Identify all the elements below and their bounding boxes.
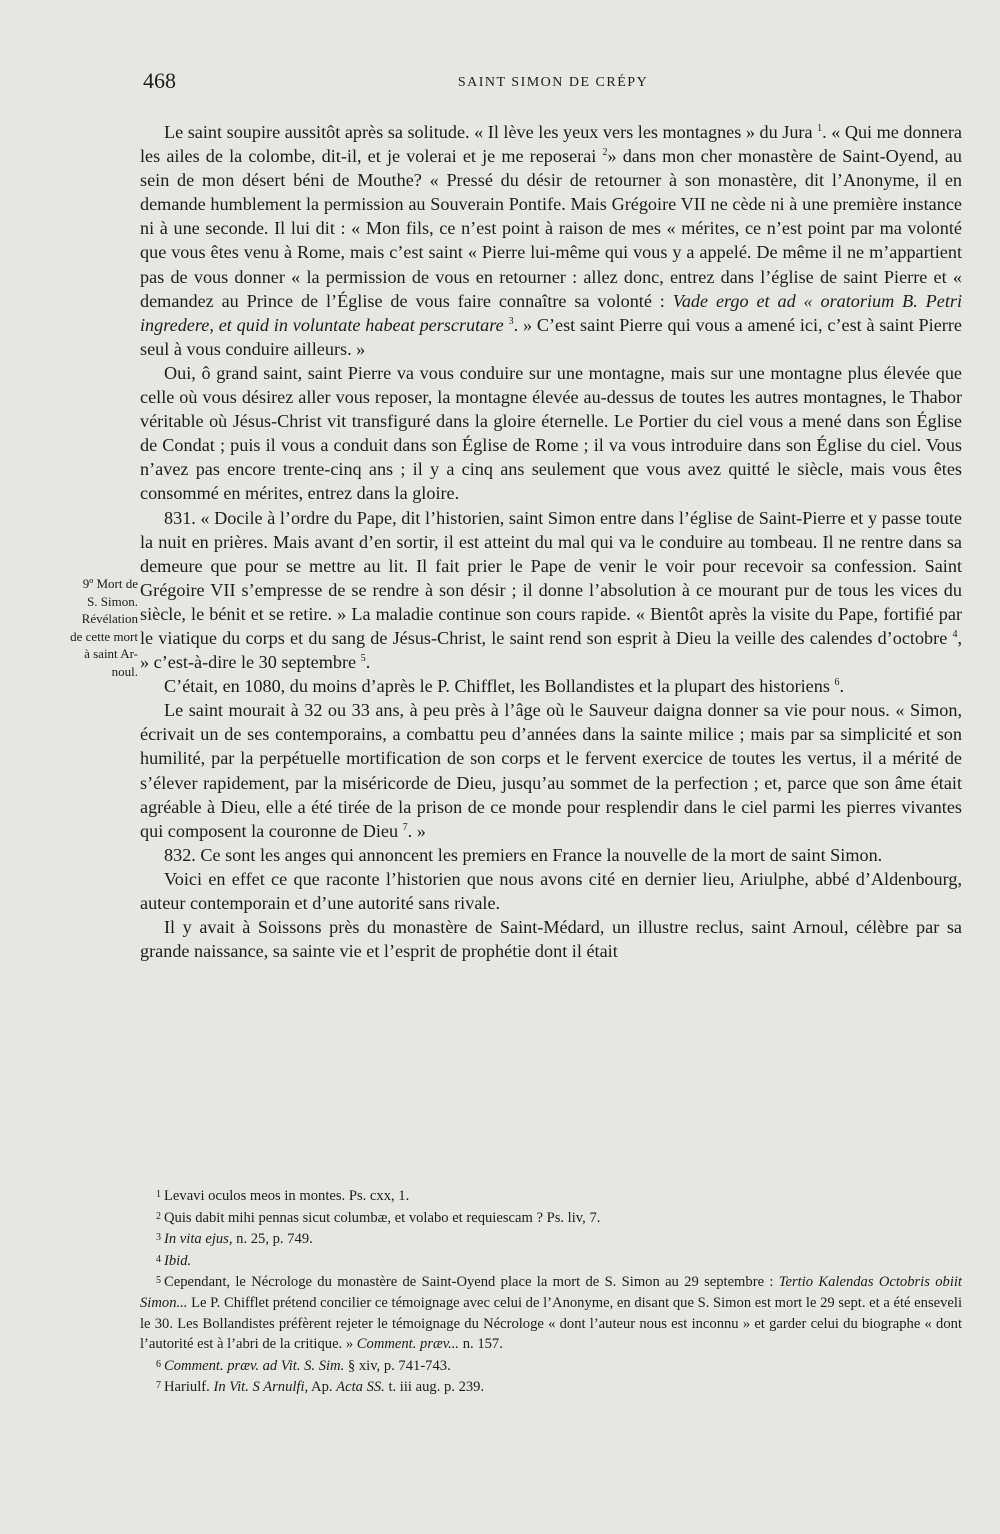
footnote-ref: 6 [834, 677, 840, 689]
text-run: » dans mon cher monastère de Saint-Oyend, au sein de mon désert béni de Mouthe? « Pressé du désir de retourner à son monastère, dit l’Anonyme, il en demande humblement la permission au Souverain Pontife. Mais Grégoire VII ne cède ni à une première instance ni à une seconde. Il lui dit : « Mon fils, ce n’est point à raison de mes « mérites, ce n’est point par ma volonté que vous êtes venu à Rome, mais c’est saint « Pierre lui-même qui vous y a appelé. De même il ne m’appartient pas de vous donner « la permission de vous en retourner : allez donc, entrez dans l’église de saint Pierre et « demandez au Prince de l’Église de vous faire connaître sa volonté : [140, 146, 962, 311]
text-run: Le saint mourait à 32 ou 33 ans, à peu près à l’âge où le Sauveur daigna donner sa vie pour nous. « Simon, écrivait un de ses contemporains, a combattu peu d’années dans la sainte milice ; mais par sa simplicité et son humilité, par la perpétuelle mortification de son corps et le fervent exercice de toutes les vertus, il a mérité de s’élever rapidement, par la miséricorde de Dieu, jusqu’au sommet de la perfection ; et, parce que son âme était agréable à Dieu, elle a été tirée de la prison de ce monde pour resplendir dans le ciel parmi les pierres vivantes qui composent la couronne de Dieu [140, 700, 962, 841]
paragraph: Oui, ô grand saint, saint Pierre va vous conduire sur une montagne, mais sur une montagne plus élevée que celle où vous désirez aller vous reposer, la montagne élevée au-dessus de toutes les autres montagnes, le Thabor véritable où Jésus-Christ vit transfiguré dans la gloire éternelle. Le Portier du ciel vous a mené dans son Église de Condat ; puis il vous a conduit dans son Église de Rome ; il va vous introduire dans son Église du ciel. Vous n’avez pas encore trente-cinq ans ; il y a cinq ans seulement que vous avez quitté le siècle, mais vous êtes consommé en mérites, entrez dans la gloire. [140, 362, 962, 504]
footnote-italic: In Vit. S Arnulfi, [213, 1379, 309, 1396]
footnote-number: 1 [156, 1189, 161, 1200]
paragraph [140, 674, 962, 698]
margin-note-line: Révélation [81, 611, 138, 626]
footnote-text: Quis dabit mihi pennas sicut columbæ, et volabo et requiescam ? Ps. liv, 7. [164, 1209, 601, 1226]
footnote-italic: Comment. præv. ad Vit. S. Sim. [164, 1357, 345, 1374]
footnote-text: n. 157. [459, 1336, 503, 1353]
text-run: Le saint soupire aussitôt après sa solitude. « Il lève les yeux vers les montagnes » du Jura [164, 122, 818, 142]
text-run: , » c’est-à-dire le 30 septembre [140, 627, 962, 673]
text-run: . [839, 676, 845, 697]
margin-note-line: noul. [111, 663, 138, 679]
running-title: SAINT SIMON DE CRÉPY [457, 75, 649, 90]
footnote-ref: 5 [360, 653, 366, 664]
footnote-text: Le P. Chifflet prétend concilier ce témoignage avec celui de l’Anonyme, en disant que S. Simon est mort le 29 sept. et a été enseveli le 30. Les Bollandistes préfèrent rejeter le témoignage du Nécrologe « dont l’auteur nous est inconnu » et garder celui du biographe « dont l’autorité est à l’abri de la critique. » [140, 1294, 962, 1353]
footnote [140, 1376, 962, 1398]
footnotes [140, 1185, 962, 1398]
footnote-ref: 2 [602, 147, 608, 159]
footnote-text: § xiv, p. 741-743. [344, 1357, 451, 1374]
text-run: . » C’est saint Pierre qui vous a amené ici, c’est à saint Pierre seul à vous conduire ailleurs. » [140, 314, 962, 359]
footnote-text: Cependant, le Nécrologe du monastère de Saint-Oyend place la mort de S. Simon au 29 septembre : [164, 1274, 779, 1291]
footnote-ref: 4 [952, 628, 958, 640]
text-run: . [365, 652, 371, 673]
paragraph: Il y avait à Soissons près du monastère de Saint-Médard, un illustre reclus, saint Arnoul, célèbre par sa grande naissance, sa sainte vie et l’esprit de prophétie dont il était [140, 917, 962, 962]
footnote-number: 7 [156, 1380, 161, 1392]
footnote [140, 1228, 962, 1250]
footnote-text: Levavi oculos meos in montes. Ps. cxx, 1. [164, 1188, 410, 1204]
margin-note-line: S. Simon. [87, 593, 138, 609]
text-run: C’était, en 1080, du moins d’après le P. Chifflet, les Bollandistes et la plupart des historiens [164, 676, 835, 697]
footnote-number: 6 [156, 1358, 161, 1370]
body-text [140, 120, 962, 963]
margin-note-line: à saint Ar- [84, 646, 138, 661]
footnote-text: Ap. [308, 1379, 337, 1396]
paragraph: Voici en effet ce que raconte l’historien que nous avons cité en dernier lieu, Ariulphe, abbé d’Aldenbourg, auteur contemporain et d’une autorité sans rivale. [140, 868, 962, 913]
text-run: 831. « Docile à l’ordre du Pape, dit l’historien, saint Simon entre dans l’église de Saint-Pierre et y passe toute la nuit en prières. Mais avant d’en sortir, il est atteint du mal qui va le conduire au tombeau. Il ne rentre dans sa demeure que pour se mettre au lit. Il fait prier le Pape de venir le voir pour recevoir sa confession. Saint Grégoire VII s’empresse de se rendre à son désir ; il donne l’absolution à ce mourant pur de tous les vices du siècle, le bénit et se retire. » La maladie continue son cours rapide. « Bientôt après la visite du Pape, fortifié par le viatique du corps et du sang de Jésus-Christ, le saint rend son esprit à Dieu la veille des calendes d’octobre [140, 507, 962, 648]
footnote-italic: Comment. præv... [356, 1336, 460, 1353]
footnote [140, 1250, 962, 1272]
footnote-ref: 7 [402, 821, 408, 833]
footnote-text: Hariulf. [164, 1379, 214, 1396]
margin-note [30, 575, 138, 680]
page-header [143, 68, 963, 98]
paragraph [140, 698, 962, 843]
footnote [140, 1271, 962, 1354]
paragraph: 832. Ce sont les anges qui annoncent les premiers en France la nouvelle de la mort de saint Simon. [164, 844, 883, 865]
footnote-number: 5 [156, 1275, 161, 1287]
footnote-number: 2 [156, 1210, 161, 1222]
footnote [140, 1355, 962, 1377]
text-run: . « Qui me donnera les ailes de la colombe, dit-il, et je volerai et je me reposerai [140, 122, 962, 167]
footnote-italic: Tertio Kalendas Octobris obiit Simon... [140, 1274, 962, 1311]
footnote-text: t. iii aug. p. 239. [384, 1379, 485, 1396]
page-number: 468 [143, 68, 176, 93]
footnote-number: 3 [156, 1232, 161, 1244]
footnote-ref: 3 [508, 315, 514, 327]
margin-note-line: 9º Mort de [82, 576, 138, 591]
margin-note-line: de cette mort [70, 628, 138, 644]
latin-quote: Vade ergo et ad « oratorium B. Petri ingredere, et quid in voluntate habeat perscrutare [140, 290, 963, 335]
footnote-ref: 1 [817, 122, 823, 134]
footnote-italic: Ibid. [164, 1252, 192, 1269]
paragraph [140, 506, 962, 675]
footnote [140, 1185, 962, 1207]
footnote-italic: In vita ejus, [164, 1231, 233, 1248]
footnote-text: n. 25, p. 749. [232, 1231, 313, 1248]
footnote-number: 4 [156, 1253, 161, 1265]
paragraph [140, 120, 962, 361]
text-run: . » [407, 820, 426, 841]
footnote [140, 1207, 962, 1229]
footnote-italic: Acta SS. [336, 1379, 385, 1396]
